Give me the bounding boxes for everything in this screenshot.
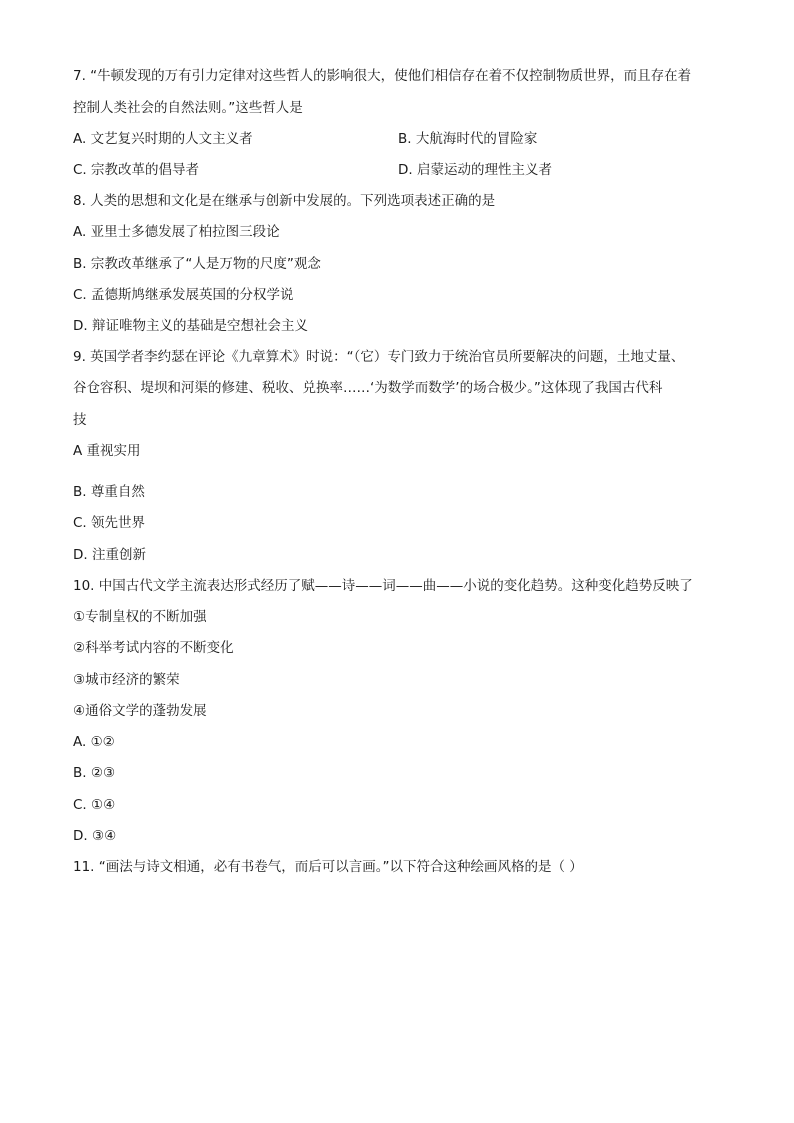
q9-option-a: A 重视实用 xyxy=(73,443,141,459)
q10-option-b: B. ②③ xyxy=(73,765,116,781)
q8-option-c: C. 孟德斯鸠继承发展英国的分权学说 xyxy=(73,287,294,303)
q10-item-1: ①专制皇权的不断加强 xyxy=(73,609,207,625)
q7-option-b: B. 大航海时代的冒险家 xyxy=(398,131,538,147)
q9-stem-line1: 9. 英国学者李约瑟在评论《九章算术》时说：“（它）专门致力于统治官员所要解决的问题，土地丈量、 xyxy=(73,349,685,365)
q9-stem-line3: 技 xyxy=(73,412,87,428)
q8-stem: 8. 人类的思想和文化是在继承与创新中发展的。下列选项表述正确的是 xyxy=(73,193,496,209)
q10-item-2: ②科举考试内容的不断变化 xyxy=(73,640,234,656)
q9-option-d: D. 注重创新 xyxy=(73,547,146,563)
q7-option-c: C. 宗教改革的倡导者 xyxy=(73,162,200,178)
q10-item-4: ④通俗文学的蓬勃发展 xyxy=(73,703,207,719)
q10-option-a: A. ①② xyxy=(73,734,115,750)
q11-stem: 11. “画法与诗文相通，必有书卷气，而后可以言画。”以下符合这种绘画风格的是（ ） xyxy=(73,859,583,875)
q10-item-3: ③城市经济的繁荣 xyxy=(73,672,180,688)
q7-stem-line2: 控制人类社会的自然法则。”这些哲人是 xyxy=(73,100,303,116)
q10-stem: 10. 中国古代文学主流表达形式经历了赋——诗——词——曲——小说的变化趋势。这种变化趋势反映了 xyxy=(73,578,693,594)
q7-option-d: D. 启蒙运动的理性主义者 xyxy=(398,162,552,178)
q10-option-c: C. ①④ xyxy=(73,797,116,813)
q9-option-c: C. 领先世界 xyxy=(73,515,146,531)
q7-stem-line1: 7. “牛顿发现的万有引力定律对这些哲人的影响很大，使他们相信存在着不仅控制物质世界，而且存在着 xyxy=(73,68,692,84)
q8-option-b: B. 宗教改革继承了“人是万物的尺度”观念 xyxy=(73,256,321,272)
q9-stem-line2: 谷仓容积、堤坝和河渠的修建、税收、兑换率……‘为数学而数学’的场合极少。”这体现了我国古代科 xyxy=(73,380,663,396)
q7-option-a: A. 文艺复兴时期的人文主义者 xyxy=(73,131,253,147)
q8-option-d: D. 辩证唯物主义的基础是空想社会主义 xyxy=(73,318,308,334)
q10-option-d: D. ③④ xyxy=(73,828,117,844)
q9-option-b: B. 尊重自然 xyxy=(73,484,145,500)
q8-option-a: A. 亚里士多德发展了柏拉图三段论 xyxy=(73,224,280,240)
